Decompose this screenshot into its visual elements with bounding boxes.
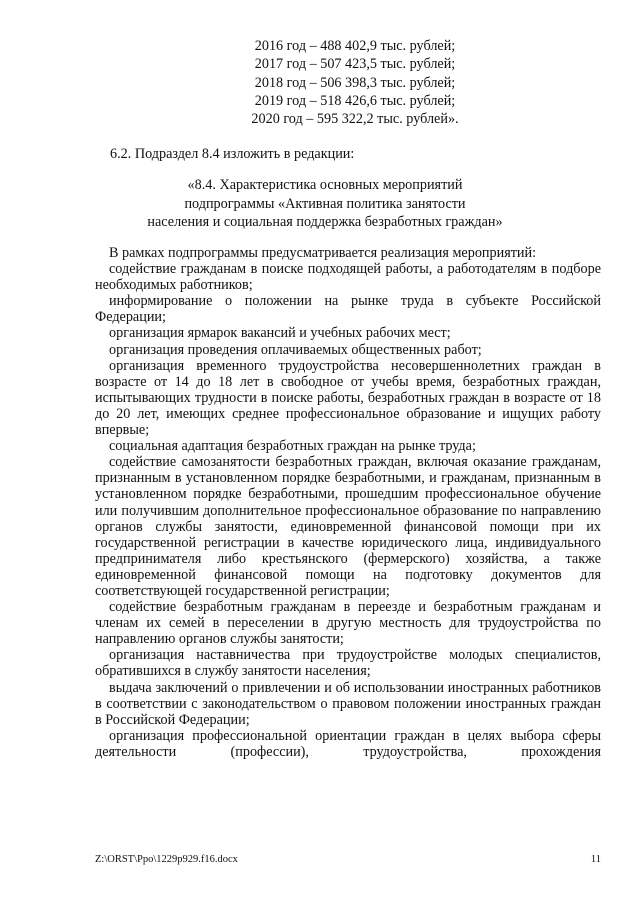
paragraph: содействие гражданам в поиске подходящей работы, а работодателям в подборе необходимых работников; bbox=[95, 261, 601, 294]
file-path: Z:\ORST\Ppo\1229p929.f16.docx bbox=[95, 854, 238, 865]
paragraph: организация ярмарок вакансий и учебных рабочих мест; bbox=[109, 325, 451, 342]
budget-line: 2016 год – 488 402,9 тыс. рублей; bbox=[254, 38, 456, 54]
paragraph: организация временного трудоустройства несовершеннолетних граждан в возрасте от 14 до 18 лет в свободное от учебы время, безработных граждан, испытывающих трудности в поиске работы, безработных граждан в возрасте от 18 до 20 лет, имеющих среднее профессиональное образование и ищущих работу впервые; bbox=[95, 357, 601, 439]
budget-list bbox=[205, 37, 505, 128]
page-number: 11 bbox=[590, 854, 601, 865]
body-text bbox=[95, 245, 601, 760]
paragraph: содействие самозанятости безработных граждан, включая оказание гражданам, признанным в установленном порядке безработными, и гражданам, признанным в установленном порядке безработными, прошедшим профессиональное обучение или получившим дополнительное профессиональное образование по направлению органов службы занятости, единовременной финансовой помощи при их государственной регистрации в качестве юридического лица, индивидуального предпринимателя либо крестьянского (фермерского) хозяйства, а также единовременной финансовой помощи на подготовку документов для соответствующей государственной регистрации; bbox=[95, 454, 601, 599]
budget-line: 2020 год – 595 322,2 тыс. рублей». bbox=[251, 111, 459, 128]
heading-line: «8.4. Характеристика основных мероприятий bbox=[187, 177, 463, 193]
paragraph: информирование о положении на рынке труда в субъекте Российской Федерации; bbox=[95, 293, 601, 326]
paragraph: социальная адаптация безработных граждан на рынке труда; bbox=[109, 438, 476, 455]
paragraph: В рамках подпрограммы предусматривается реализация мероприятий: bbox=[109, 245, 537, 261]
budget-line: 2019 год – 518 426,6 тыс. рублей; bbox=[254, 92, 456, 109]
paragraph: организация наставничества при трудоустройстве молодых специалистов, обратившихся в службу занятости населения; bbox=[95, 647, 601, 680]
amendment-clause: 6.2. Подраздел 8.4 изложить в редакции: bbox=[110, 146, 355, 162]
paragraph: организация профессиональной ориентации граждан в целях выбора сферы деятельности (профессии), трудоустройства, прохождения bbox=[95, 727, 601, 760]
heading-line: населения и социальная поддержка безработных граждан» bbox=[147, 214, 503, 230]
budget-line: 2017 год – 507 423,5 тыс. рублей; bbox=[254, 56, 456, 73]
heading-line: подпрограммы «Активная политика занятости bbox=[184, 195, 466, 212]
paragraph: выдача заключений о привлечении и об использовании иностранных работников в соответствии с законодательством о правовом положении иностранных граждан в Российской Федерации; bbox=[95, 679, 601, 728]
paragraph: организация проведения оплачиваемых общественных работ; bbox=[109, 341, 482, 358]
budget-line: 2018 год – 506 398,3 тыс. рублей; bbox=[254, 74, 456, 91]
paragraph: содействие безработным гражданам в переезде и безработным гражданам и членам их семей в переселении в другую местность для трудоустройства по направлению органов службы занятости; bbox=[95, 599, 601, 648]
section-heading bbox=[95, 176, 555, 232]
